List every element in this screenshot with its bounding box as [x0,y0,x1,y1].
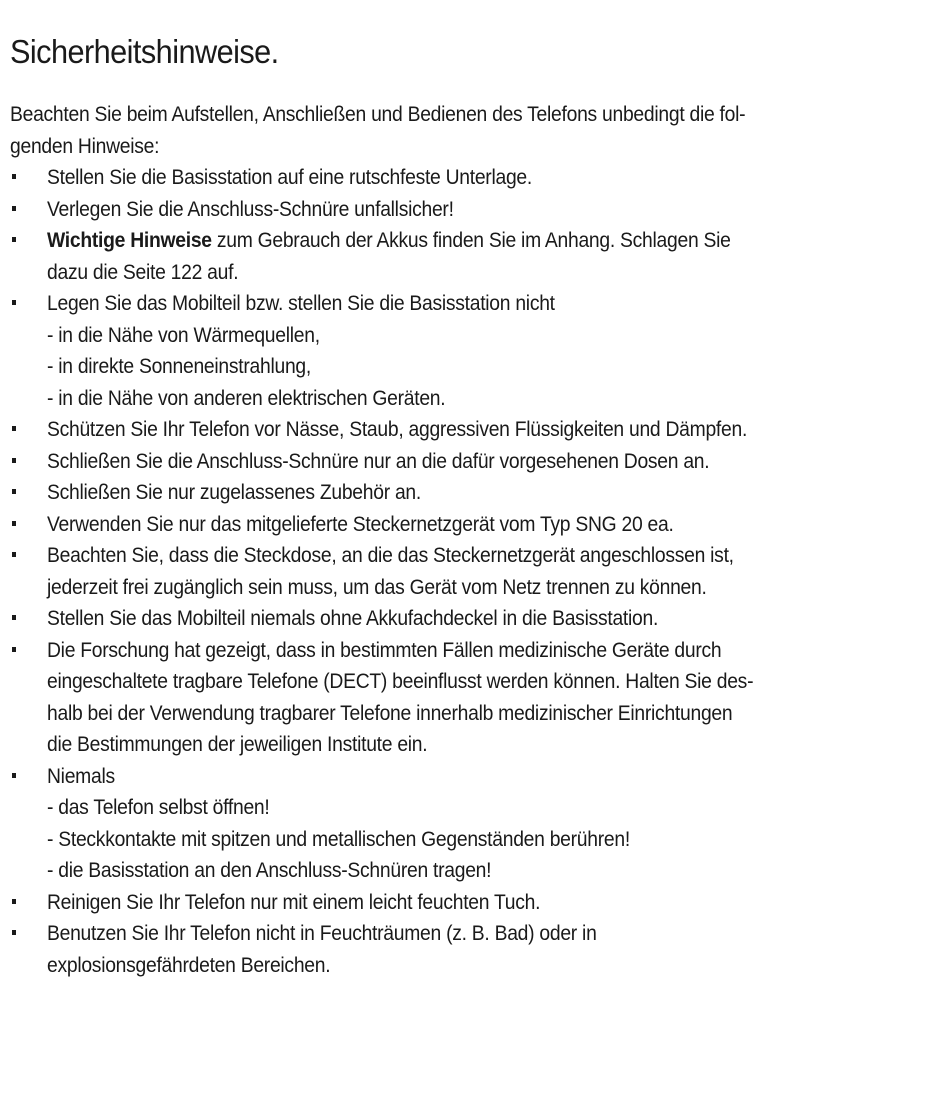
list-item [10,509,890,541]
bold-text: Wichtige Hinweise [47,229,212,252]
item-line: Verlegen Sie die Anschluss-Schnüre unfallsicher! [47,197,454,221]
item-line: Niemals [47,764,115,788]
list-item [10,887,890,919]
item-line: eingeschaltete tragbare Telefone (DECT) beeinflusst werden können. Halten Sie des- [47,670,754,693]
item-line: - in die Nähe von anderen elektrischen Geräten. [47,386,446,410]
document-page [10,30,890,981]
bullet-icon [12,300,16,305]
intro-line: Beachten Sie beim Aufstellen, Anschließen und Bedienen des Telefons unbedingt die fol- [10,103,746,126]
item-line: - das Telefon selbst öffnen! [47,796,270,819]
list-item [10,918,890,981]
item-line: - in direkte Sonneneinstrahlung, [47,355,311,378]
list-item [10,603,890,635]
item-line: Schließen Sie nur zugelassenes Zubehör an. [47,481,421,504]
list-item [10,288,890,414]
intro-paragraph [10,99,890,162]
item-line: Reinigen Sie Ihr Telefon nur mit einem leicht feuchten Tuch. [47,890,541,914]
item-line: Stellen Sie das Mobilteil niemals ohne Akkufachdeckel in die Basisstation. [47,607,659,630]
item-line: die Bestimmungen der jeweiligen Institute ein. [47,733,428,756]
bullet-icon [12,552,16,557]
bullet-icon [12,615,16,620]
bullet-icon [12,458,16,463]
item-line: jederzeit frei zugänglich sein muss, um das Gerät vom Netz trennen zu können. [47,575,707,599]
bullet-icon [12,426,16,431]
item-line: - Steckkontakte mit spitzen und metallischen Gegenständen berühren! [47,827,630,851]
list-item [10,194,890,226]
bullet-icon [12,521,16,526]
item-line: dazu die Seite 122 auf. [47,260,239,284]
item-line: - die Basisstation an den Anschluss-Schnüren tragen! [47,859,492,882]
bullet-icon [12,206,16,211]
bullet-icon [12,237,16,242]
item-line: Verwenden Sie nur das mitgelieferte Steckernetzgerät vom Typ SNG 20 ea. [47,512,674,536]
item-line [47,225,823,257]
bullet-icon [12,489,16,494]
item-line: Beachten Sie, dass die Steckdose, an die das Steckernetzgerät angeschlossen ist, [47,544,734,567]
intro-line: genden Hinweise: [10,134,160,158]
bullet-icon [12,174,16,179]
bullet-icon [12,647,16,652]
item-line: - in die Nähe von Wärmequellen, [47,323,320,347]
list-item [10,414,890,446]
safety-list [10,162,890,981]
list-item [10,225,890,288]
item-line: Schließen Sie die Anschluss-Schnüre nur an die dafür vorgesehenen Dosen an. [47,449,710,473]
item-line: halb bei der Verwendung tragbarer Telefone innerhalb medizinischer Einrichtungen [47,701,733,725]
list-item [10,761,890,887]
bullet-icon [12,930,16,935]
item-line: Stellen Sie die Basisstation auf eine rutschfeste Unterlage. [47,166,532,189]
item-line: Benutzen Sie Ihr Telefon nicht in Feuchträumen (z. B. Bad) oder in [47,922,597,945]
bullet-icon [12,773,16,778]
list-item [10,477,890,509]
item-line: Die Forschung hat gezeigt, dass in bestimmten Fällen medizinische Geräte durch [47,638,722,662]
list-item [10,635,890,761]
bullet-icon [12,899,16,904]
item-line: Legen Sie das Mobilteil bzw. stellen Sie die Basisstation nicht [47,292,555,315]
list-item [10,446,890,478]
list-item [10,162,890,194]
page-title: Sicherheitshinweise. [10,33,279,70]
list-item [10,540,890,603]
item-text: zum Gebrauch der Akkus finden Sie im Anhang. Schlagen Sie [211,229,731,252]
item-line: explosionsgefährdeten Bereichen. [47,953,331,977]
item-line: Schützen Sie Ihr Telefon vor Nässe, Staub, aggressiven Flüssigkeiten und Dämpfen. [47,418,748,441]
